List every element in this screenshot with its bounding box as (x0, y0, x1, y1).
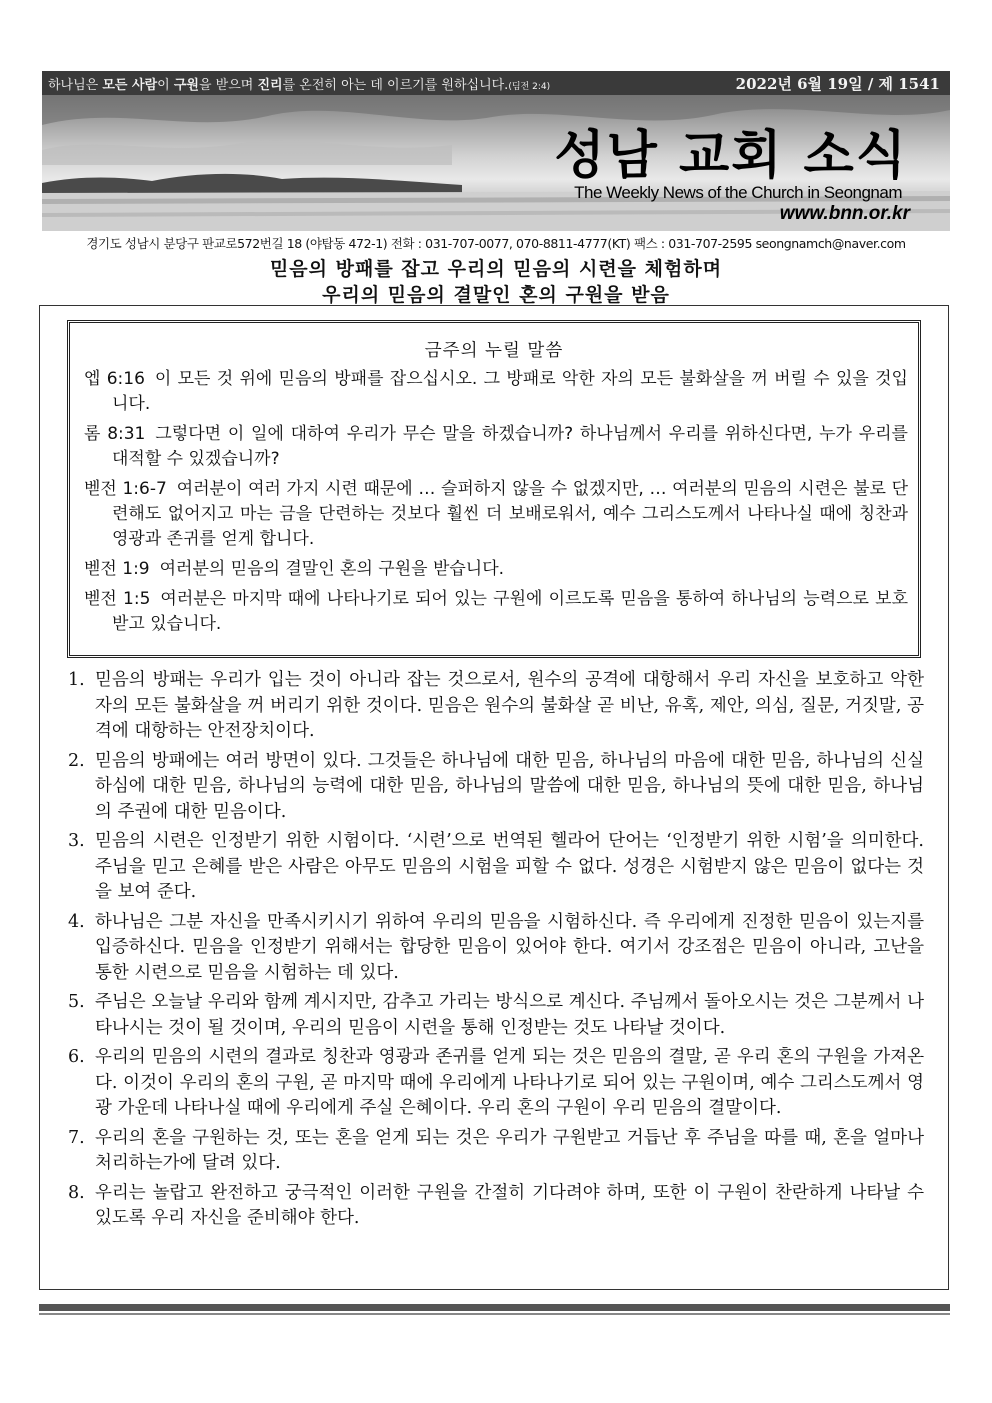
outline-point (64, 1181, 924, 1232)
verse-ref: 엡 6:16 (84, 369, 145, 389)
point-number: 5. (68, 992, 85, 1012)
issue-date: 2022년 6월 19일 / 제 1541 (735, 75, 940, 93)
verse-text: 여러분의 믿음의 결말인 혼의 구원을 받습니다. (159, 559, 505, 579)
newsletter-title: 성남 교회 소식 (554, 125, 908, 186)
masthead-banner (42, 95, 950, 231)
outline-point (64, 749, 924, 826)
verse-part: 이 (157, 78, 174, 93)
verse-part: 구원 (173, 78, 199, 93)
point-number: 7. (68, 1127, 85, 1148)
header-bar (42, 71, 950, 95)
headline-line-1: 믿음의 방패를 잡고 우리의 믿음의 시련을 체험하며 (269, 258, 723, 280)
verse-part: 를 온전히 아는 데 이르기를 원하십니다. (282, 78, 509, 93)
main-content-frame (39, 305, 949, 1290)
point-text: 믿음의 방패에는 여러 방면이 있다. 그것들은 하나님에 대한 믿음, 하나님의 마음에 대한 믿음, 하나님의 신실하심에 대한 믿음, 하나님의 능력에 대한 믿음, 하나님의 말씀에 대한 믿음, 하나님의 뜻에 대한 믿음, 하나님의 주권에 대한 믿음이다. (95, 750, 924, 822)
verses-title: 금주의 누릴 말씀 (424, 341, 564, 361)
verse-part: 모든 사람 (102, 78, 158, 93)
verse-ref: 벧전 1:6-7 (84, 479, 167, 499)
point-text: 주님은 오늘날 우리와 함께 계시지만, 감추고 가리는 방식으로 계신다. 주님께서 돌아오시는 것은 그분께서 나타나시는 것이 될 것이며, 우리의 믿음이 시련을 통해 인정받는 것도 나타날 것이다. (95, 992, 924, 1038)
verse-item (84, 367, 908, 417)
headline-line-2: 우리의 믿음의 결말인 혼의 구원을 받음 (322, 284, 670, 306)
outline-point (64, 1126, 924, 1177)
church-address: 경기도 성남시 분당구 판교로572번길 18 (야탑동 472-1) 전화 : 031-707-0077, 070-8811-4777(KT) 팩스 : 031-707-2595 seongnamch@naver.com (86, 236, 906, 251)
footer-divider-thin (39, 1313, 950, 1315)
point-text: 우리는 놀랍고 완전하고 궁극적인 이러한 구원을 간절히 기다려야 하며, 또한 이 구원이 찬란하게 나타날 수 있도록 우리 자신을 준비해야 한다. (95, 1182, 924, 1228)
point-text: 우리의 믿음의 시련의 결과로 칭찬과 영광과 존귀를 얻게 되는 것은 믿음의 결말, 곧 우리 혼의 구원을 가져온다. 이것이 우리의 혼의 구원, 곧 마지막 때에 우리에게 나타나기로 되어 있는 구원이며, 예수 그리스도께서 영광 가운데 나타나실 때에 우리에게 주실 은혜이다. 우리 혼의 구원이 우리 믿음의 결말이다. (95, 1047, 924, 1118)
verse-item (84, 422, 908, 472)
point-number: 6. (68, 1047, 85, 1067)
verse-item (84, 557, 908, 582)
verse-text: 이 모든 것 위에 믿음의 방패를 잡으십시오. 그 방패로 악한 자의 모든 불화살을 꺼 버릴 수 있을 것입니다. (112, 369, 908, 414)
verse-part: 을 받으며 (198, 78, 258, 93)
verse-text: 여러분은 마지막 때에 나타나기로 되어 있는 구원에 이르도록 믿음을 통하여 하나님의 능력으로 보호받고 있습니다. (112, 589, 908, 634)
verse-ref: 롬 8:31 (84, 424, 146, 444)
verse-part: 진리 (257, 78, 283, 93)
point-number: 8. (68, 1182, 85, 1203)
website-link[interactable]: www.bnn.or.kr (779, 203, 910, 224)
point-text: 하나님은 그분 자신을 만족시키시기 위하여 우리의 믿음을 시험하신다. 즉 우리에게 진정한 믿음이 있는지를 입증하신다. 믿음을 인정받기 위해서는 합당한 믿음이 있어야 한다. 여기서 강조점은 믿음이 아니라, 고난을 통한 시련으로 믿음을 시험하는 데 있다. (95, 911, 924, 983)
verse-item (84, 587, 908, 637)
point-number: 2. (68, 750, 85, 771)
outline-point (64, 829, 924, 906)
verse-part: 하나님은 (48, 78, 103, 93)
verse-ref: 벧전 1:9 (84, 559, 150, 579)
point-text: 우리의 혼을 구원하는 것, 또는 혼을 얻게 되는 것은 우리가 구원받고 거듭난 후 주님을 따를 때, 혼을 얼마나 처리하는가에 달려 있다. (95, 1127, 924, 1173)
newsletter-subtitle: The Weekly News of the Church in Seongnam (574, 183, 902, 202)
point-text: 믿음의 시련은 인정받기 위한 시험이다. ‘시련’으로 번역된 헬라어 단어는 ‘인정받기 위한 시험’을 의미한다. 주님을 믿고 은혜를 받은 사람은 아무도 믿음의 시험을 피할 수 없다. 성경은 시험받지 않은 믿음이 없다는 것을 보여 준다. (95, 831, 924, 902)
outline-points (64, 668, 924, 1236)
verse-item (84, 477, 908, 552)
outline-point (64, 990, 924, 1041)
verse-ref: 벧전 1:5 (84, 589, 151, 609)
verse-text: 여러분이 여러 가지 시련 때문에 … 슬퍼하지 않을 수 없겠지만, … 여러분의 믿음의 시련은 불로 단련해도 없어지고 마는 금을 단련하는 것보다 훨씬 더 보배로워서, 예수 그리스도께서 나타나실 때에 칭찬과 영광과 존귀를 얻게 합니다. (112, 479, 909, 549)
point-number: 1. (68, 670, 85, 690)
weekly-verses-box (67, 320, 921, 658)
point-text: 믿음의 방패는 우리가 입는 것이 아니라 잡는 것으로서, 원수의 공격에 대항해서 우리 자신을 보호하고 악한 자의 모든 불화살을 꺼 버리기 위한 것이다. 믿음은 원수의 불화살 곧 비난, 유혹, 제안, 의심, 질문, 거짓말, 공격에 대항하는 안전장치이다. (95, 670, 924, 741)
header-verse (48, 74, 550, 93)
point-number: 3. (68, 831, 85, 851)
point-number: 4. (68, 911, 85, 932)
header-verse-ref: (딤전 2:4) (508, 82, 551, 92)
verse-text: 그렇다면 이 일에 대하여 우리가 무슨 말을 하겠습니까? 하나님께서 우리를 위하신다면, 누가 우리를 대적할 수 있겠습니까? (112, 424, 908, 469)
outline-point (64, 668, 924, 745)
footer-divider (39, 1304, 950, 1311)
outline-point (64, 910, 924, 987)
outline-point (64, 1045, 924, 1122)
